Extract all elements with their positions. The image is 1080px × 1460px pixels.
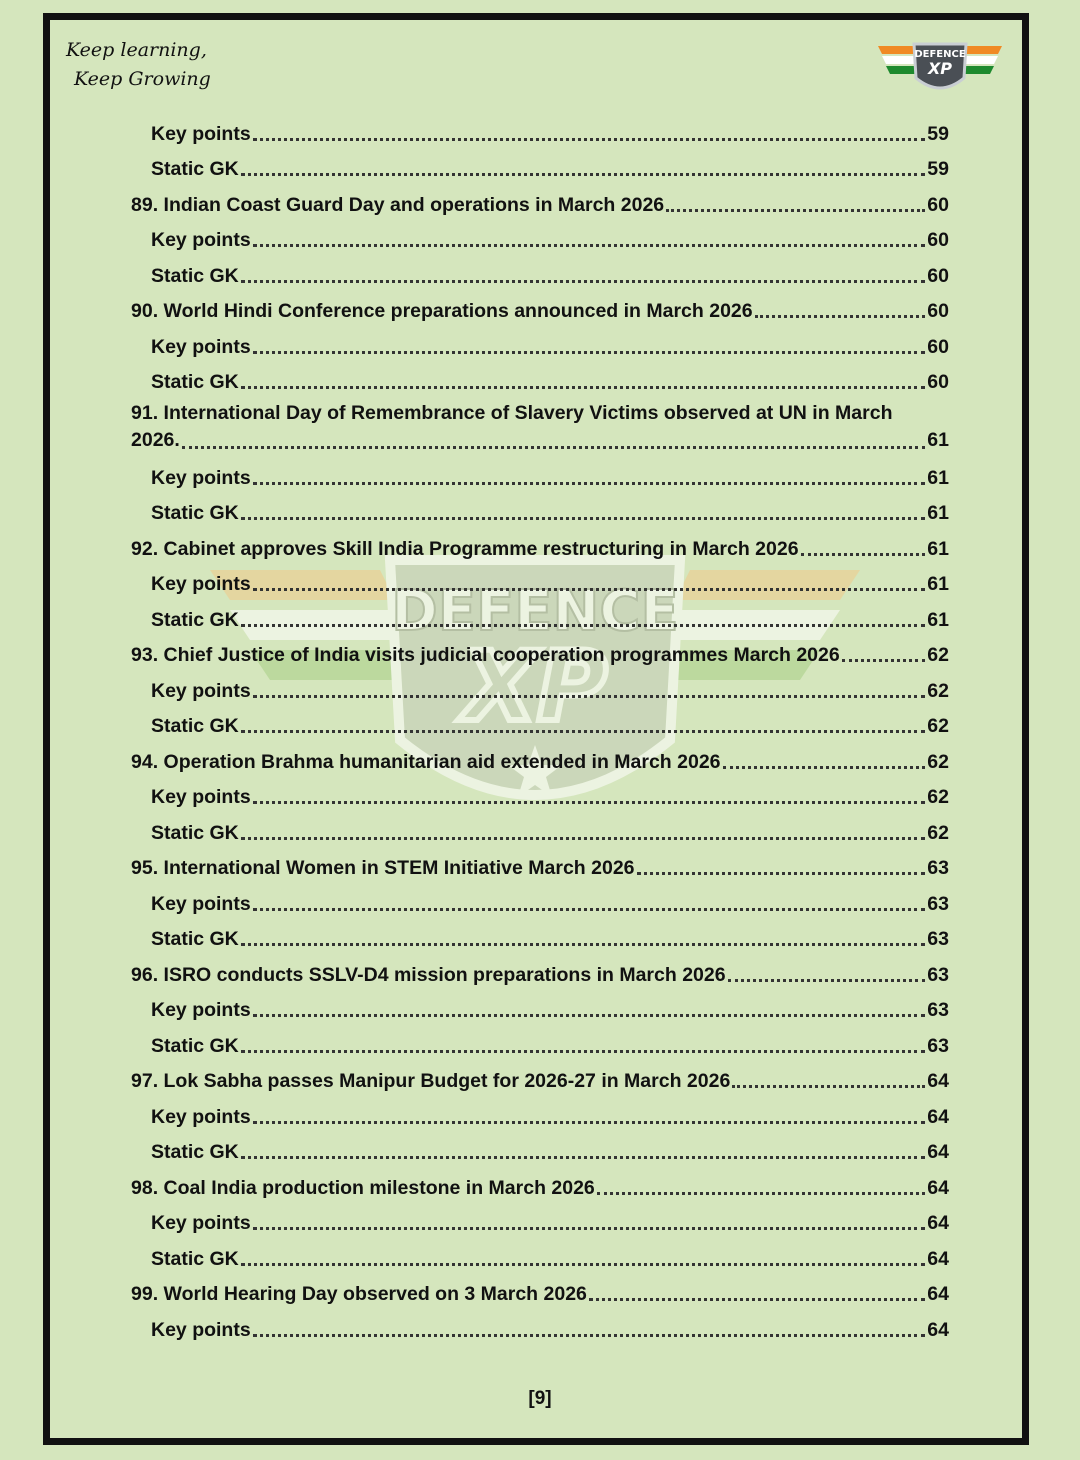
toc-subentry[interactable] bbox=[131, 1093, 949, 1129]
toc-entry-title: Static GK bbox=[151, 502, 239, 524]
toc-page-number: 64 bbox=[927, 1283, 949, 1305]
toc-page-number: 61 bbox=[927, 466, 949, 489]
dot-leader bbox=[253, 481, 926, 485]
dot-leader bbox=[723, 765, 926, 769]
toc-page-number: 64 bbox=[927, 1318, 949, 1341]
dot-leader bbox=[253, 243, 926, 247]
toc-page-number: 59 bbox=[927, 158, 949, 180]
toc-subentry[interactable] bbox=[131, 667, 949, 703]
dot-leader bbox=[755, 314, 926, 318]
dot-leader bbox=[597, 1191, 926, 1195]
dot-leader bbox=[253, 137, 926, 141]
dot-leader bbox=[253, 1226, 926, 1230]
page-number: [9] bbox=[528, 1388, 552, 1409]
toc-entry-title: Key points bbox=[151, 892, 251, 915]
toc-page-number: 64 bbox=[927, 1070, 949, 1092]
toc-subentry[interactable] bbox=[131, 703, 949, 739]
dot-leader bbox=[253, 1333, 926, 1337]
toc-entry-title: Static GK bbox=[151, 158, 239, 180]
toc-entry-title: Key points bbox=[151, 1212, 251, 1234]
dot-leader bbox=[732, 1084, 925, 1088]
toc-subentry[interactable] bbox=[131, 809, 949, 845]
toc-subentry[interactable] bbox=[131, 774, 949, 810]
toc-page-number: 61 bbox=[927, 573, 949, 595]
toc-entry-title: 90. World Hindi Conference preparations announced in March 2026 bbox=[131, 300, 753, 322]
dot-leader bbox=[241, 1155, 926, 1159]
dot-leader bbox=[666, 208, 925, 212]
toc-entry[interactable] bbox=[131, 525, 949, 561]
toc-page-number: 63 bbox=[927, 963, 949, 986]
toc-entry-title: Key points bbox=[151, 999, 251, 1021]
toc-entry-title: Static GK bbox=[151, 928, 239, 950]
toc-entry[interactable] bbox=[131, 738, 949, 774]
dot-leader bbox=[241, 623, 926, 627]
dot-leader bbox=[241, 942, 926, 946]
dot-leader bbox=[241, 385, 926, 389]
toc-entry-title: 89. Indian Coast Guard Day and operations in March 2026 bbox=[131, 193, 665, 216]
toc-page-number: 61 bbox=[927, 608, 949, 631]
toc-subentry[interactable] bbox=[131, 987, 949, 1023]
dot-leader bbox=[241, 729, 926, 733]
toc-subentry[interactable] bbox=[131, 323, 949, 359]
toc-entry-title: Key points bbox=[151, 122, 251, 145]
toc-entry-title: Static GK bbox=[151, 1141, 239, 1163]
toc-subentry[interactable] bbox=[131, 217, 949, 253]
toc-entry-title: Key points bbox=[151, 1105, 251, 1128]
toc-entry-title: Static GK bbox=[151, 821, 239, 844]
toc-page-number: 63 bbox=[927, 1034, 949, 1057]
dot-leader bbox=[589, 1297, 925, 1301]
motto-line-2: Keep Growing bbox=[74, 68, 211, 90]
dot-leader bbox=[241, 836, 926, 840]
toc-entry-title: Key points bbox=[151, 573, 251, 595]
toc-page-number: 61 bbox=[927, 537, 949, 560]
toc-subentry[interactable] bbox=[131, 490, 949, 526]
toc-page-number: 64 bbox=[927, 1105, 949, 1128]
dot-leader bbox=[253, 350, 926, 354]
toc-entry-title: Static GK bbox=[151, 1034, 239, 1057]
toc-entry-title: Key points bbox=[151, 786, 251, 808]
toc-subentry[interactable] bbox=[131, 110, 949, 146]
toc-page-number: 62 bbox=[927, 821, 949, 844]
toc-entry[interactable] bbox=[131, 394, 949, 454]
toc-entry-title: 93. Chief Justice of India visits judicial cooperation programmes March 2026 bbox=[131, 644, 840, 666]
toc-entry[interactable] bbox=[131, 845, 949, 881]
dot-leader bbox=[241, 516, 926, 520]
toc-page-number: 59 bbox=[927, 122, 949, 145]
toc-entry-title: 96. ISRO conducts SSLV-D4 mission preparations in March 2026 bbox=[131, 963, 726, 986]
toc-subentry[interactable] bbox=[131, 1200, 949, 1236]
toc-entry-title: 92. Cabinet approves Skill India Programme restructuring in March 2026 bbox=[131, 537, 799, 560]
toc-subentry[interactable] bbox=[131, 1022, 949, 1058]
toc-entry-title-cont: 2026. bbox=[131, 429, 180, 451]
toc-subentry[interactable] bbox=[131, 1235, 949, 1271]
toc-subentry[interactable] bbox=[131, 146, 949, 182]
toc-entry[interactable] bbox=[131, 181, 949, 217]
toc-entry-title: Key points bbox=[151, 679, 251, 702]
svg-text:DEFENCE: DEFENCE bbox=[914, 49, 966, 60]
dot-leader bbox=[253, 1013, 926, 1017]
toc-subentry[interactable] bbox=[131, 1306, 949, 1342]
dot-leader bbox=[241, 172, 926, 176]
toc-entry[interactable] bbox=[131, 1058, 949, 1094]
toc-subentry[interactable] bbox=[131, 454, 949, 490]
dot-leader bbox=[728, 978, 926, 982]
toc-page-number: 64 bbox=[927, 1141, 949, 1163]
toc-page-number: 60 bbox=[927, 193, 949, 216]
toc-page-number: 60 bbox=[927, 264, 949, 287]
toc-entry-title: Key points bbox=[151, 229, 251, 251]
dot-leader bbox=[253, 907, 926, 911]
toc-subentry[interactable] bbox=[131, 880, 949, 916]
toc-page-number: 63 bbox=[927, 857, 949, 879]
toc-entry-title: Static GK bbox=[151, 371, 239, 393]
toc-entry-title: Key points bbox=[151, 466, 251, 489]
dot-leader bbox=[637, 871, 926, 875]
dot-leader bbox=[241, 1262, 926, 1266]
toc-entry-title: 94. Operation Brahma humanitarian aid extended in March 2026 bbox=[131, 750, 721, 773]
toc-entry[interactable] bbox=[131, 288, 949, 324]
toc-page-number: 62 bbox=[927, 679, 949, 702]
toc-page-number: 61 bbox=[927, 429, 949, 451]
toc-page-number: 64 bbox=[927, 1176, 949, 1199]
motto bbox=[66, 36, 211, 94]
dot-leader bbox=[253, 694, 926, 698]
toc-page-number: 60 bbox=[927, 229, 949, 251]
dot-leader bbox=[253, 800, 926, 804]
toc-page-number: 60 bbox=[927, 300, 949, 322]
toc-subentry[interactable] bbox=[131, 561, 949, 597]
toc-entry-title: Key points bbox=[151, 335, 251, 358]
toc-page-number: 60 bbox=[927, 371, 949, 393]
toc-page-number: 62 bbox=[927, 644, 949, 666]
svg-text:XP: XP bbox=[462, 631, 608, 743]
dot-leader bbox=[253, 587, 926, 591]
toc-entry[interactable] bbox=[131, 951, 949, 987]
toc-page-number: 62 bbox=[927, 715, 949, 737]
dot-leader bbox=[241, 1049, 926, 1053]
motto-line-1: Keep learning, bbox=[66, 39, 207, 61]
toc-entry-title: 98. Coal India production milestone in March 2026 bbox=[131, 1176, 595, 1199]
toc-entry-title: Key points bbox=[151, 1318, 251, 1341]
toc-entry[interactable] bbox=[131, 1164, 949, 1200]
toc-entry[interactable] bbox=[131, 1271, 949, 1307]
toc-page-number: 63 bbox=[927, 892, 949, 915]
toc-page-number: 61 bbox=[927, 502, 949, 524]
toc-entry-title: Static GK bbox=[151, 1247, 239, 1270]
toc-subentry[interactable] bbox=[131, 359, 949, 395]
toc-page-number: 63 bbox=[927, 928, 949, 950]
toc-entry-title: Static GK bbox=[151, 608, 239, 631]
toc-subentry[interactable] bbox=[131, 596, 949, 632]
dot-leader bbox=[253, 1120, 926, 1124]
toc-page-number: 62 bbox=[927, 750, 949, 773]
toc-subentry[interactable] bbox=[131, 252, 949, 288]
toc-page-number: 64 bbox=[927, 1247, 949, 1270]
dot-leader bbox=[182, 445, 925, 449]
toc-page-number: 63 bbox=[927, 999, 949, 1021]
dot-leader bbox=[842, 658, 926, 662]
dot-leader bbox=[801, 552, 926, 556]
toc-subentry[interactable] bbox=[131, 1129, 949, 1165]
toc-entry-title: 97. Lok Sabha passes Manipur Budget for 2026-27 in March 2026 bbox=[131, 1070, 731, 1092]
toc-entry-title: Static GK bbox=[151, 715, 239, 737]
toc-entry-title: Static GK bbox=[151, 264, 239, 287]
toc-entry[interactable] bbox=[131, 632, 949, 668]
defence-xp-logo bbox=[878, 40, 1002, 102]
toc-page-number: 64 bbox=[927, 1212, 949, 1234]
table-of-contents bbox=[131, 110, 949, 1342]
svg-text:DEFENCE: DEFENCE bbox=[391, 579, 679, 644]
dot-leader bbox=[241, 279, 926, 283]
toc-subentry[interactable] bbox=[131, 916, 949, 952]
toc-page-number: 60 bbox=[927, 335, 949, 358]
toc-entry-title: 91. International Day of Remembrance of Slavery Victims observed at UN in March bbox=[131, 402, 893, 424]
toc-entry-title: 95. International Women in STEM Initiative March 2026 bbox=[131, 857, 635, 879]
toc-entry-title: 99. World Hearing Day observed on 3 March 2026 bbox=[131, 1283, 587, 1305]
svg-text:XP: XP bbox=[927, 59, 953, 78]
toc-page-number: 62 bbox=[927, 786, 949, 808]
